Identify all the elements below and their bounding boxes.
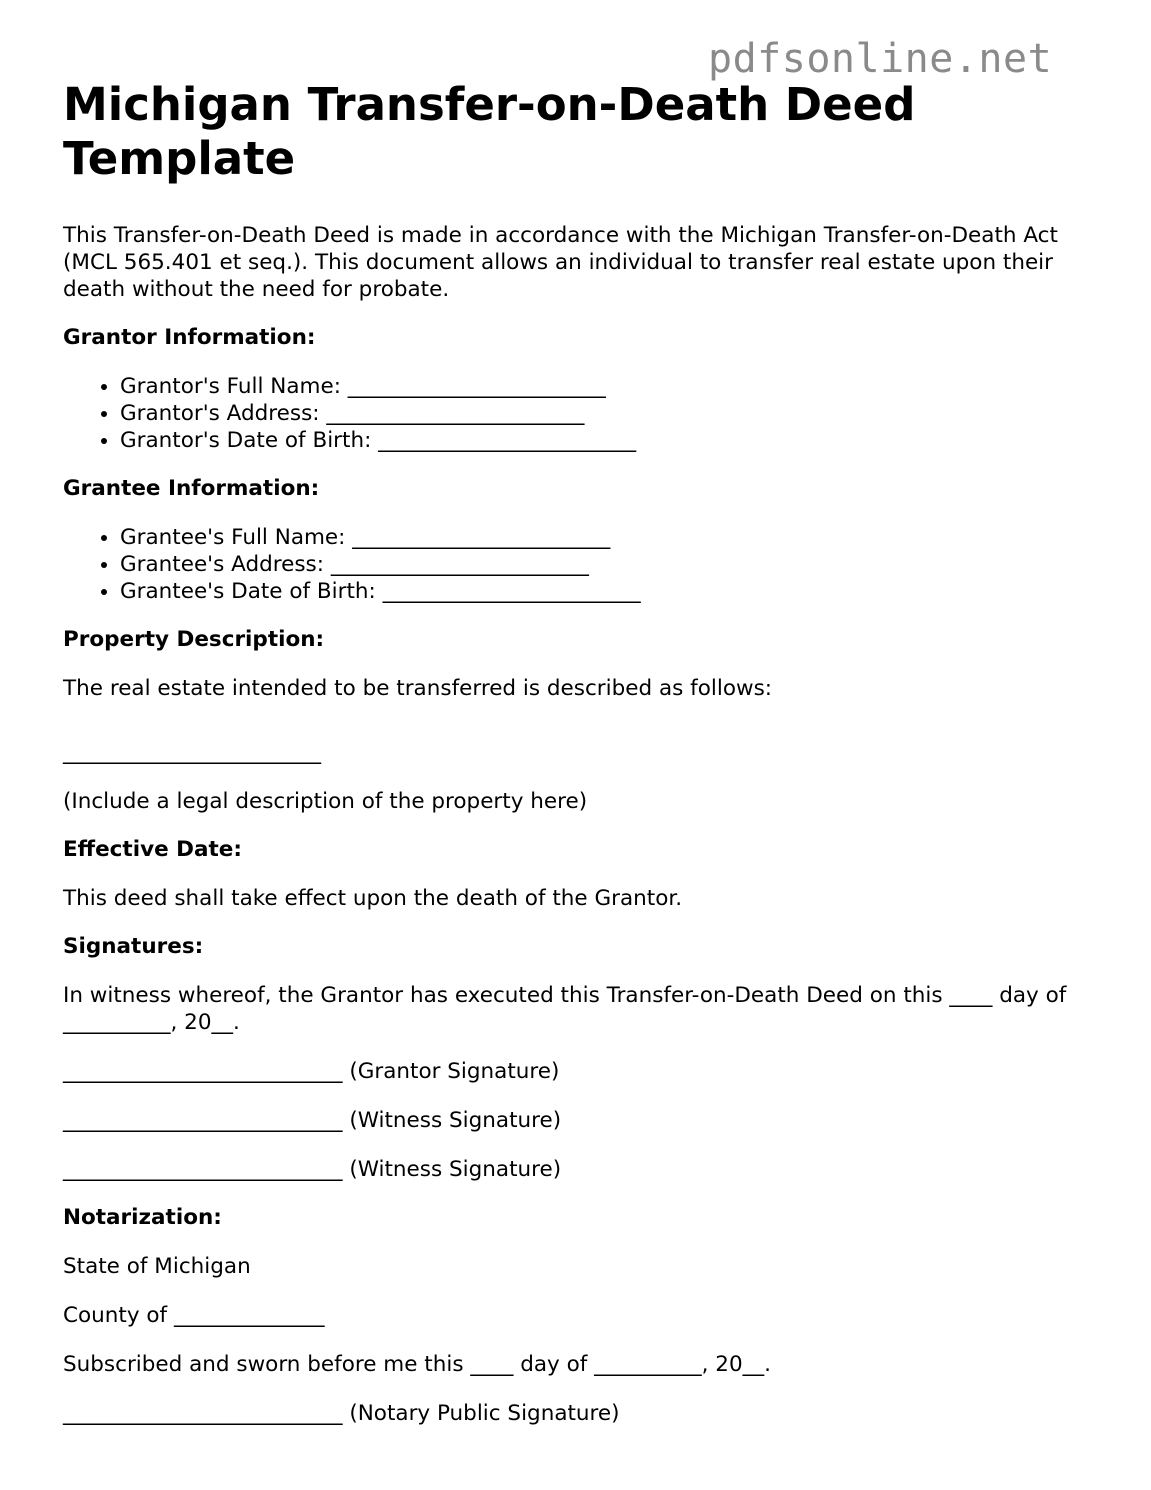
notary-signature-line[interactable]: __________________________ (Notary Public Signature) [63, 1401, 620, 1426]
witness-signature-line-2[interactable]: __________________________ (Witness Signature) [63, 1157, 562, 1182]
sworn-statement: Subscribed and sworn before me this ____ day of __________, 20__. [63, 1352, 771, 1377]
grantor-signature-line[interactable]: __________________________ (Grantor Signature) [63, 1059, 560, 1084]
effective-heading: Effective Date: [63, 837, 242, 862]
witness-signature-line-1[interactable]: __________________________ (Witness Signature) [63, 1108, 562, 1133]
grantor-address-field[interactable]: • Grantor's Address: ________________________ [120, 400, 1103, 427]
state-text: State of Michigan [63, 1254, 251, 1279]
watermark-text: pdfsonline.net [708, 36, 1053, 82]
grantor-heading: Grantor Information: [63, 325, 316, 350]
grantee-list [63, 524, 1103, 605]
grantee-address-field[interactable]: • Grantee's Address: ________________________ [120, 551, 1103, 578]
property-note: (Include a legal description of the property here) [63, 789, 588, 814]
property-heading: Property Description: [63, 627, 325, 652]
signatures-heading: Signatures: [63, 934, 204, 959]
grantee-dob-field[interactable]: • Grantee's Date of Birth: ________________________ [120, 578, 1103, 605]
document-body [63, 78, 1103, 1427]
grantor-name-field[interactable]: • Grantor's Full Name: ________________________ [120, 373, 1103, 400]
effective-text: This deed shall take effect upon the death of the Grantor. [63, 886, 683, 911]
grantee-name-field[interactable]: • Grantee's Full Name: ________________________ [120, 524, 1103, 551]
property-text: The real estate intended to be transferred is described as follows: [63, 676, 773, 701]
property-blank-field[interactable]: ________________________ [63, 740, 321, 765]
notarization-heading: Notarization: [63, 1205, 222, 1230]
page-title: Michigan Transfer-on-Death Deed Template [63, 78, 916, 185]
witness-statement: In witness whereof, the Grantor has executed this Transfer-on-Death Deed on this ____ day of __________, 20__. [63, 983, 1067, 1035]
grantor-dob-field[interactable]: • Grantor's Date of Birth: ________________________ [120, 427, 1103, 454]
county-field[interactable]: County of ______________ [63, 1303, 325, 1328]
intro-paragraph: This Transfer-on-Death Deed is made in accordance with the Michigan Transfer-on-Death Act (MCL 565.401 et seq.). This document allows an individual to transfer real estate upon their death without the need for probate. [63, 223, 1058, 302]
grantor-list [63, 373, 1103, 454]
grantee-heading: Grantee Information: [63, 476, 320, 501]
